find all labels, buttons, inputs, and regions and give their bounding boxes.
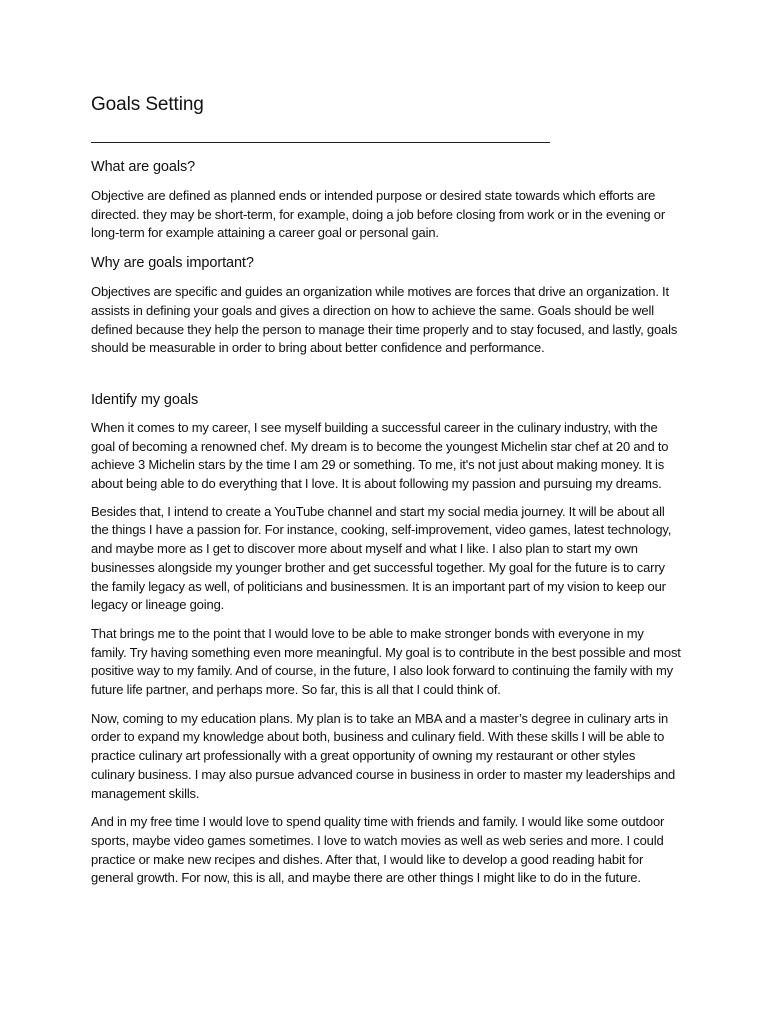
paragraph-career-goals: When it comes to my career, I see myself building a successful career in the culinary industry, with the goal of becoming a renowned chef. My dream is to become the youngest Michelin star chef at 20 and to achieve 3 Michelin stars by the time I am 29 or something. To me, it's not just about making money. It is about being able to do everything that I love. It is about following my passion and pursuing my dreams. <box>91 419 669 492</box>
title-underline-rule <box>91 142 550 143</box>
document-title: Goals Setting <box>91 94 204 115</box>
section-heading-why-goals-important: Why are goals important? <box>91 255 254 272</box>
paragraph-goal-definition: Objective are defined as planned ends or intended purpose or desired state towards which efforts are directed. they may be short-term, for example, doing a job before closing from work or in the evening or long-term for example attaining a career goal or personal gain. <box>91 188 666 241</box>
section-heading-what-are-goals: What are goals? <box>91 159 196 175</box>
paragraph-goal-importance: Objectives are specific and guides an organization while motives are forces that drive an organization. It assists in defining your goals and gives a direction on how to achieve the same. Goals should be well defined because they help the person to manage their time properly and to stay focused, and lastly, goals should be measurable in order to bring about better confidence and performance. <box>91 284 678 356</box>
section-heading-identify-my-goals: Identify my goals <box>91 391 199 408</box>
paragraph-free-time-goals: And in my free time I would love to spend quality time with friends and family. I would like some outdoor sports, maybe video games sometimes. I love to watch movies as well as web series and more. I could practice or make new recipes and dishes. After that, I would like to develop a good reading habit for general growth. For now, this is all, and maybe there are other things I might like to do in the future. <box>91 814 665 886</box>
paragraph-education-goals: Now, coming to my education plans. My plan is to take an MBA and a master’s degree in culinary arts in order to expand my knowledge about both, business and culinary field. With these skills I will be able to practice culinary art professionally with a great opportunity of owning my restaurant or other styles culinary business. I may also pursue advanced course in business in order to master my leaderships and management skills. <box>91 710 676 801</box>
paragraph-social-media-goals: Besides that, I intend to create a YouTube channel and start my social media journey. It will be about all the things I have a passion for. For instance, cooking, self-improvement, video games, latest technology, and maybe more as I get to discover more about myself and what I like. I also plan to start my own businesses alongside my younger brother and get successful together. My goal for the future is to carry the family legacy as well, of politicians and businessmen. It is an important part of my vision to keep our legacy or lineage going. <box>91 503 672 613</box>
document-content <box>91 90 681 888</box>
paragraph-family-goals: That brings me to the point that I would love to be able to make stronger bonds with everyone in my family. Try having something even more meaningful. My goal is to contribute in the best possible and most positive way to my family. And of course, in the future, I also look forward to continuing the family with my future life partner, and perhaps more. So far, this is all that I could think of. <box>91 625 681 698</box>
